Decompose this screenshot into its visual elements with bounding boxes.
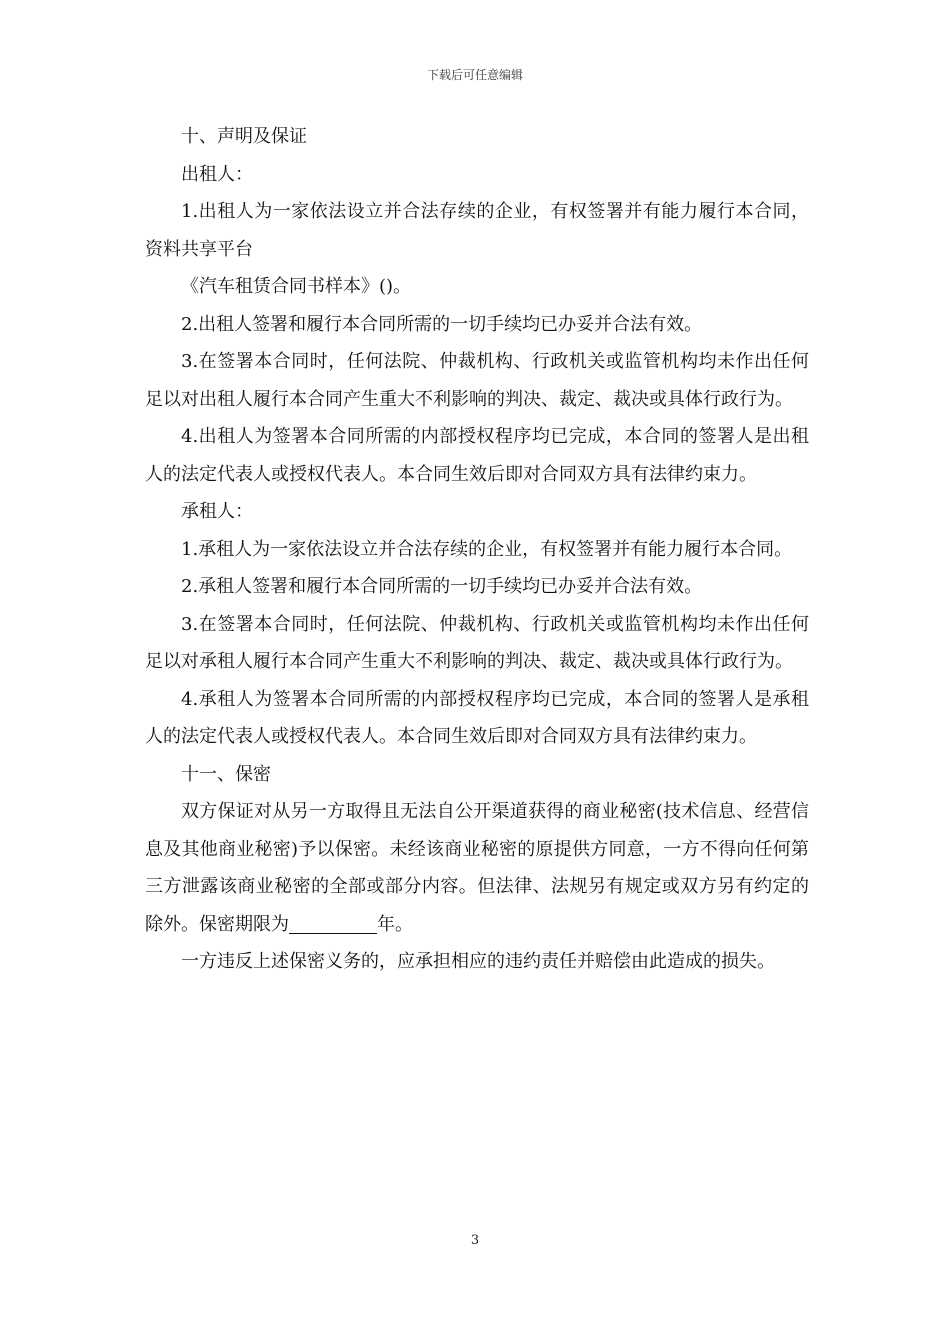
lessee-label: 承租人： xyxy=(181,501,253,522)
lessor-clause-2: 2.出租人签署和履行本合同所需的一切手续均已办妥并合法有效。 xyxy=(181,313,703,335)
section-10-title: 十、声明及保证 xyxy=(181,126,307,147)
lessor-clause-1-cont: 《汽车租赁合同书样本》()。 xyxy=(181,276,412,297)
lessee-clause-4: 4.承租人为签署本合同所需的内部授权程序均已完成，本合同的签署人是承租人的法定代表人或授权代表人。本合同生效后即对合同双方具有法律约束力。 xyxy=(145,688,809,747)
lessee-clause-2: 2.承租人签署和履行本合同所需的一切手续均已办妥并合法有效。 xyxy=(181,576,703,597)
lessee-clause-3: 3.在签署本合同时，任何法院、仲裁机构、行政机关或监管机构均未作出任何足以对承租人履行本合同产生重大不利影响的判决、裁定、裁决或具体行政行为。 xyxy=(145,613,809,672)
page-header: 下载后可任意编辑 xyxy=(426,68,523,82)
lessor-clause-1: 1.出租人为一家依法设立并合法存续的企业，有权签署并有能力履行本合同，资料共享平台 xyxy=(145,201,809,260)
lessor-clause-4: 4.出租人为签署本合同所需的内部授权程序均已完成，本合同的签署人是出租人的法定代表人或授权代表人。本合同生效后即对合同双方具有法律约束力。 xyxy=(145,426,809,485)
confidentiality-text-end: 年。 xyxy=(377,913,413,935)
document-body xyxy=(145,118,809,981)
confidentiality-clause xyxy=(145,793,809,943)
page-number: 3 xyxy=(470,1233,480,1248)
lessor-label: 出租人： xyxy=(181,163,253,185)
lessor-clause-3: 3.在签署本合同时，任何法院、仲裁机构、行政机关或监管机构均未作出任何足以对出租人履行本合同产生重大不利影响的判决、裁定、裁决或具体行政行为。 xyxy=(145,351,809,410)
lessee-clause-1: 1.承租人为一家依法设立并合法存续的企业，有权签署并有能力履行本合同。 xyxy=(181,538,793,560)
breach-clause: 一方违反上述保密义务的，应承担相应的违约责任并赔偿由此造成的损失。 xyxy=(181,951,775,972)
term-blank xyxy=(289,911,377,934)
section-11-title: 十一、保密 xyxy=(181,763,271,785)
confidentiality-text: 双方保证对从另一方取得且无法自公开渠道获得的商业秘密(技术信息、经营信息及其他商业秘密)予以保密。未经该商业秘密的原提供方同意，一方不得向任何第三方泄露该商业秘密的全部或部分内容。但法律、法规另有规定或双方另有约定的除外。保密期限为 xyxy=(145,801,809,935)
